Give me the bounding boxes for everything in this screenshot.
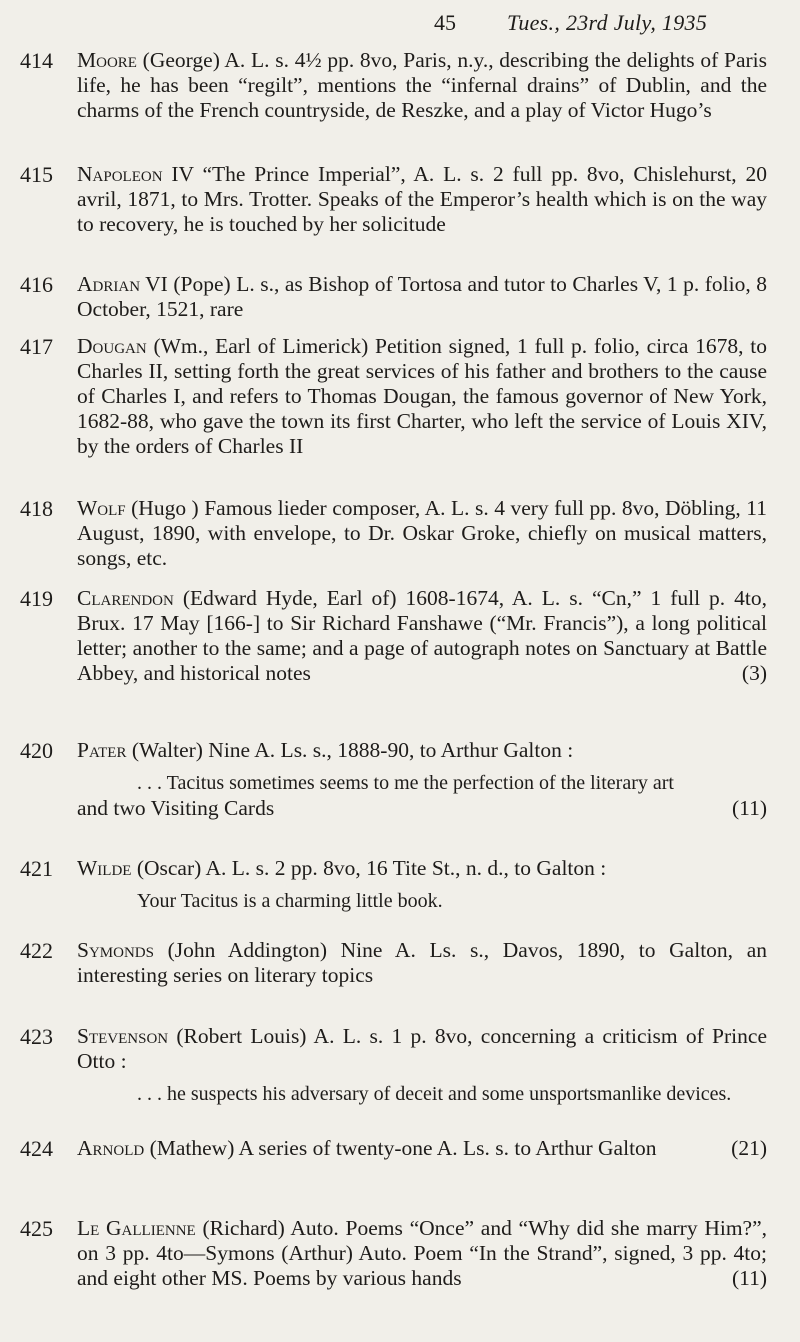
quotation: . . . Tacitus sometimes seems to me the perfection of the literary art [137, 772, 674, 794]
description-text: (Richard) Auto. Poems “Once” and “Why did she marry Him?”, on 3 pp. 4to—Symons (Arthur) Auto. Poem “In the Strand”, signed, 3 pp. 4to; and eight other MS. Poems by various hands [77, 1216, 768, 1290]
author-name: Stevenson [77, 1024, 169, 1048]
description-text: (Wm., Earl of Limerick) Petition signed, 1 full p. folio, circa 1678, to Charles II, setting forth the great services of his father and brothers to the cause of Charles I, and refers to Thomas Dougan, the famous governor of New York, 1682-88, who gave the town its first Charter, who left the service of Louis XIV, by the orders of Charles II [77, 334, 767, 458]
lot-description [77, 938, 767, 988]
author-name: Adrian [77, 272, 141, 296]
lot-description [77, 586, 767, 686]
lot-number: 415 [20, 162, 53, 187]
lot-description [77, 496, 767, 571]
description-text: IV “The Prince Imperial”, A. L. s. 2 full pp. 8vo, Chislehurst, 20 avril, 1871, to Mrs. Trotter. Speaks of the Emperor’s health which is on the way to recovery, he is touched by her solicitude [77, 162, 767, 236]
description-text: (George) A. L. s. 4½ pp. 8vo, Paris, n.y., describing the delights of Paris life, he has been “regilt”, mentions the “infernal drains” of Dublin, and the charms of the French countryside, de Reszke, and a play of Victor Hugo’s [77, 48, 767, 122]
author-name: Wolf [77, 496, 126, 520]
author-name: Symonds [77, 938, 154, 962]
quotation: . . . he suspects his adversary of deceit and some unsportsmanlike devices. [137, 1083, 732, 1105]
description-tail: and two Visiting Cards [77, 796, 275, 820]
description-text: (Walter) Nine A. Ls. s., 1888-90, to Arthur Galton : [126, 738, 574, 762]
author-name: Pater [77, 738, 127, 762]
item-count: (21) [731, 1136, 767, 1160]
description-text: VI (Pope) L. s., as Bishop of Tortosa and tutor to Charles V, 1 p. folio, 8 October, 1521, rare [77, 272, 767, 321]
lot-description [77, 48, 767, 123]
author-name: Dougan [77, 334, 147, 358]
author-name: Clarendon [77, 586, 174, 610]
lot-number: 414 [20, 48, 53, 73]
author-name: Napoleon [77, 162, 163, 186]
page-header [0, 0, 800, 40]
description-text: (Hugo ) Famous lieder composer, A. L. s. 4 very full pp. 8vo, Döbling, 11 August, 1890, with envelope, to Dr. Oskar Groke, chiefly on musical matters, songs, etc. [77, 496, 767, 570]
lot-description [77, 1216, 767, 1291]
page-number: 45 [434, 10, 456, 35]
lot-description [77, 334, 767, 459]
lot-description [77, 272, 767, 322]
author-name: Le Gallienne [77, 1216, 196, 1240]
description-text: (Oscar) A. L. s. 2 pp. 8vo, 16 Tite St., n. d., to Galton : [131, 856, 607, 880]
lot-number: 417 [20, 334, 53, 359]
lot-description [77, 1136, 767, 1161]
lot-description [77, 162, 767, 237]
item-count: (11) [731, 796, 767, 820]
description-text: (Mathew) A series of twenty-one A. Ls. s. to Arthur Galton [144, 1136, 657, 1160]
lot-number: 420 [20, 738, 53, 763]
lot-description [77, 738, 767, 821]
item-count: (11) [731, 1266, 767, 1290]
sale-date: Tues., 23rd July, 1935 [507, 10, 708, 35]
author-name: Arnold [77, 1136, 145, 1160]
lot-number: 418 [20, 496, 53, 521]
description-text: (Robert Louis) A. L. s. 1 p. 8vo, concerning a criticism of Prince Otto : [77, 1024, 767, 1073]
author-name: Wilde [77, 856, 132, 880]
lot-number: 423 [20, 1024, 53, 1049]
lot-number: 422 [20, 938, 53, 963]
description-text: (John Addington) Nine A. Ls. s., Davos, 1890, to Galton, an interesting series on literary topics [77, 938, 767, 987]
lot-number: 424 [20, 1136, 53, 1161]
item-count: (3) [741, 661, 767, 685]
lot-description [77, 856, 767, 914]
description-text: (Edward Hyde, Earl of) 1608-1674, A. L. s. “Cn,” 1 full p. 4to, Brux. 17 May [166-] to Sir Richard Fanshawe (“Mr. Francis”), a long political letter; another to the same; and a page of autograph notes on Sanctuary at Battle Abbey, and historical notes [77, 586, 767, 685]
lot-number: 421 [20, 856, 53, 881]
author-name: Moore [77, 48, 137, 72]
quotation: Your Tacitus is a charming little book. [137, 890, 443, 912]
lot-number: 425 [20, 1216, 53, 1241]
lot-description [77, 1024, 767, 1107]
lot-number: 419 [20, 586, 53, 611]
lot-number: 416 [20, 272, 53, 297]
